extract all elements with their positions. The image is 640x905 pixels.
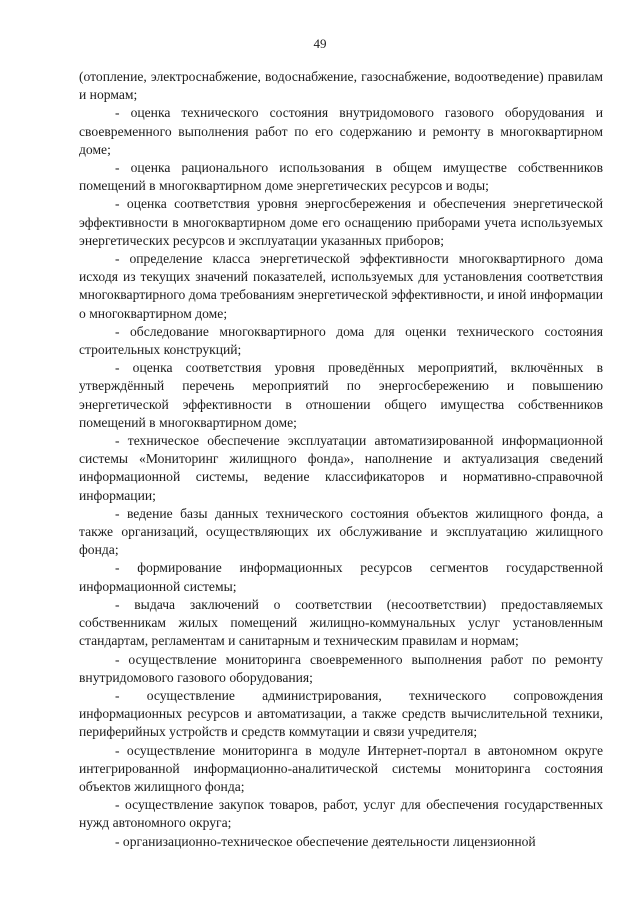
list-item: - техническое обеспечение эксплуатации автоматизированной информационной системы «Мониторинг жилищного фонда», наполнение и актуализация сведений информационной системы, ведение классификаторов и нормативно-справочной информации;	[79, 433, 603, 503]
list-item: - формирование информационных ресурсов сегментов государственной информационной системы;	[79, 560, 603, 594]
body-text	[79, 68, 603, 851]
list-item: - оценка соответствия уровня энергосбережения и обеспечения энергетической эффективности в многоквартирном доме его оснащению приборами учета используемых энергетических ресурсов и эксплуатации указанных приборов;	[79, 196, 603, 248]
list-item: - ведение базы данных технического состояния объектов жилищного фонда, а также организаций, осуществляющих их обслуживание и эксплуатацию жилищного фонда;	[79, 505, 603, 558]
list-item: - осуществление администрирования, технического сопровождения информационных ресурсов и автоматизации, а также средств вычислительной техники, периферийных устройств и средств коммутации и связи учредителя;	[79, 687, 603, 740]
list-item: - определение класса энергетической эффективности многоквартирного дома исходя из текущих значений показателей, используемых для установления соответствия многоквартирного дома требованиям энергетической эффективности, и иной информации о многоквартирном доме;	[79, 251, 603, 321]
list-item: - обследование многоквартирного дома для оценки технического состояния строительных конструкций;	[79, 323, 603, 358]
list-item: - оценка технического состояния внутридомового газового оборудования и своевременного выполнения работ по его содержанию и ремонту в многоквартирном доме;	[79, 105, 603, 157]
list-item: - осуществление мониторинга в модуле Интернет-портал в автономном округе интегрированной информационно-аналитической системы мониторинга состояния объектов жилищного фонда;	[79, 742, 603, 794]
list-item: - оценка соответствия уровня проведённых мероприятий, включённых в утверждённый перечень мероприятий по энергосбережению и повышению энергетической эффективности в отношении общего имущества собственников помещений в многоквартирном доме;	[79, 360, 603, 430]
list-item: - выдача заключений о соответствии (несоответствии) предоставляемых собственникам жилых помещений жилищно-коммунальных услуг установленным стандартам, регламентам и санитарным и техническим правилам и нормам;	[79, 596, 603, 649]
list-item: - осуществление закупок товаров, работ, услуг для обеспечения государственных нужд автономного округа;	[79, 797, 603, 831]
page-number: 49	[313, 36, 327, 51]
list-item: - осуществление мониторинга своевременного выполнения работ по ремонту внутридомового газового оборудования;	[79, 651, 603, 685]
list-item: - оценка рационального использования в общем имуществе собственников помещений в многоквартирном доме энергетических ресурсов и воды;	[79, 160, 603, 194]
list-item: - организационно-техническое обеспечение деятельности лицензионной	[115, 833, 536, 849]
paragraph-continuation: (отопление, электроснабжение, водоснабжение, газоснабжение, водоотведение) правилам и нормам;	[79, 69, 603, 103]
